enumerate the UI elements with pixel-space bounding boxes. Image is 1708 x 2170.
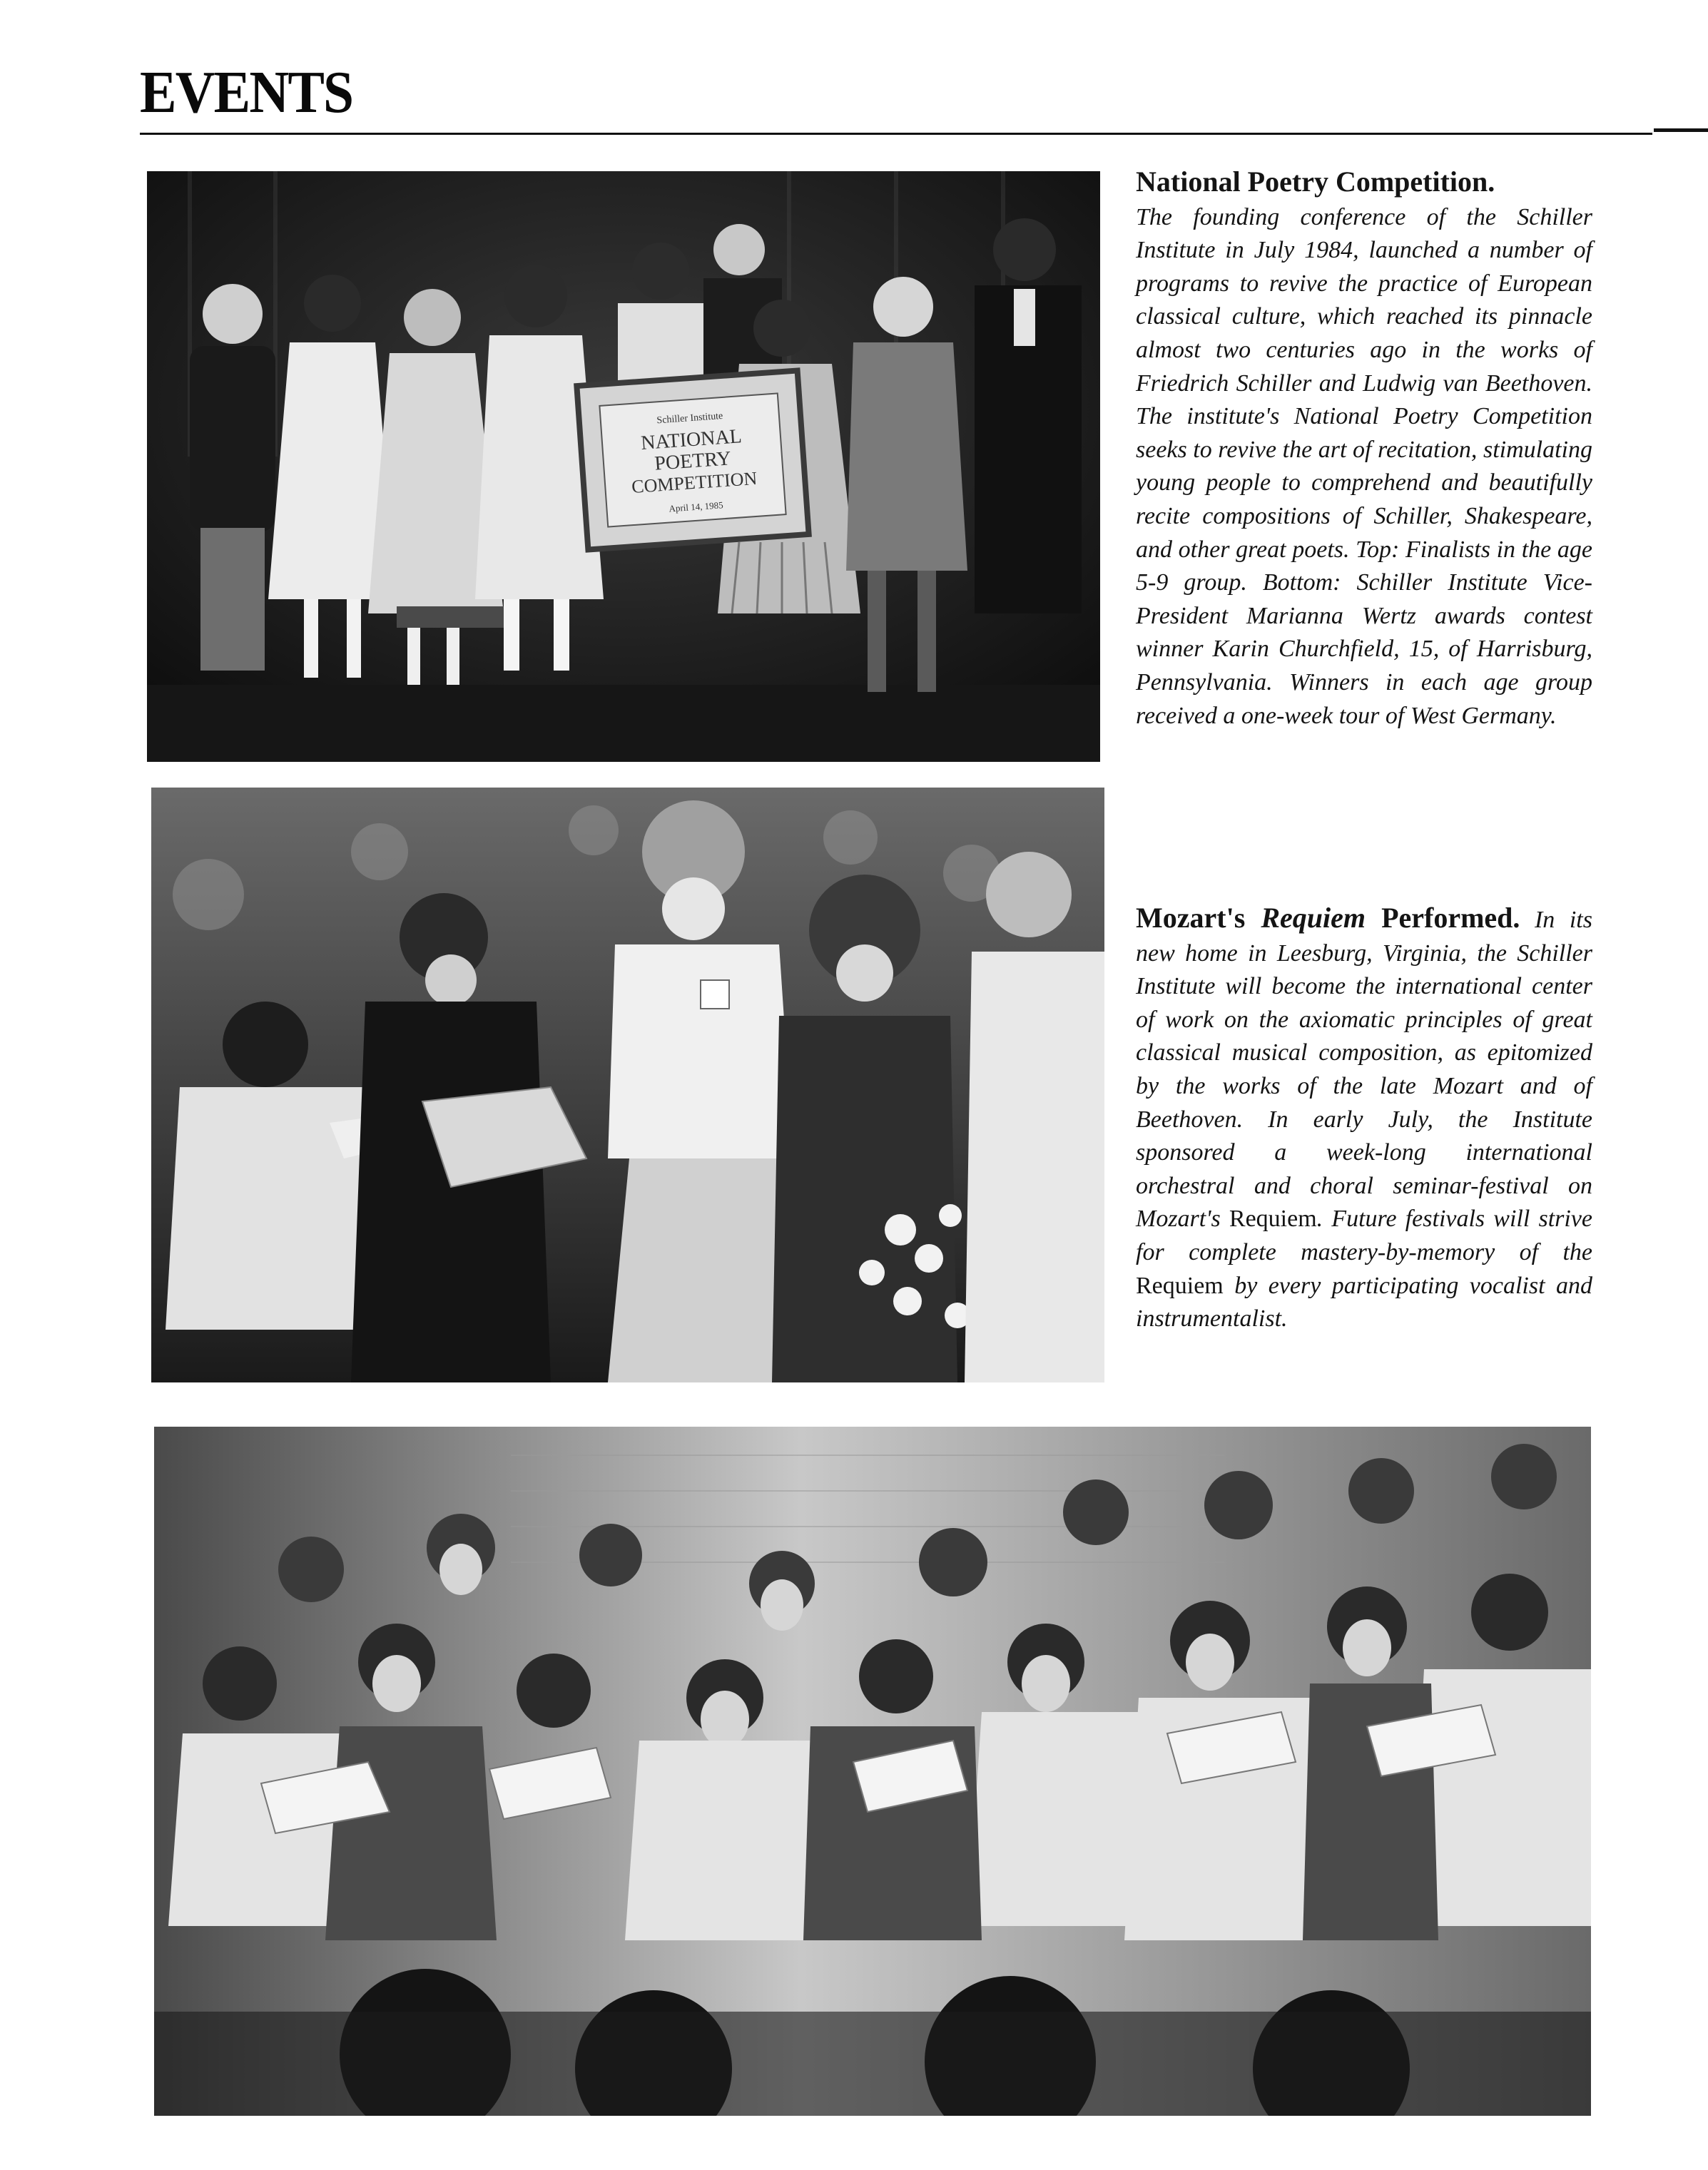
mozart-headline-prefix: Mozart's — [1136, 902, 1261, 934]
photo-award-ceremony-image — [151, 788, 1104, 1382]
mozart-body-2: . Future festivals will strive for complete mastery-by-memory of the — [1136, 1206, 1593, 1265]
mozart-work-title-2: Requiem — [1136, 1272, 1224, 1299]
photo-award-ceremony — [151, 788, 1104, 1382]
mozart-headline-suffix: Performed. — [1366, 902, 1520, 934]
sign-line-3: POETRY — [654, 447, 732, 475]
photo-requiem-choir — [154, 1427, 1591, 2116]
mozart-body-1: In its new home in Leesburg, Virginia, the Schiller Institute will become the international center of work on the axiomatic principles of great classical musical composition, as epitomized by the works of the late Mozart and of Beethoven. In early July, the Institute sponsored a week-long international orchestral and choral seminar-festival on Mozart's — [1136, 907, 1592, 1233]
competition-sign — [576, 370, 808, 549]
mozart-headline-emphasis: Requiem — [1261, 902, 1366, 934]
sign-line-1: Schiller Institute — [656, 410, 723, 427]
article-poetry-competition — [1136, 165, 1592, 733]
photo-poetry-finalists — [147, 171, 1100, 762]
mozart-work-title-1: Requiem — [1229, 1206, 1317, 1233]
section-title: EVENTS — [140, 59, 353, 126]
article-mozart-requiem — [1136, 902, 1592, 1336]
header-rule-end — [1654, 128, 1708, 132]
photo-requiem-choir-image — [154, 1427, 1591, 2116]
poetry-headline: National Poetry Competition. — [1136, 165, 1495, 198]
sign-line-4: COMPETITION — [631, 467, 758, 498]
poetry-body: The founding conference of the Schiller Institute in July 1984, launched a number of programs to revive the practice of European classical culture, which reached its pinnacle almost two centuries ago in the works of Friedrich Schiller and Ludwig van Beethoven. The institute's National Poetry Competition seeks to revive the art of recitation, stimulating young people to comprehend and beautifully recite compositions of Schiller, Shakespeare, and other great poets. Top: Finalists in the age 5-9 group. Bottom: Schiller Institute Vice-President Marianna Wertz awards contest winner Karin Churchfield, 15, of Harrisburg, Pennsylvania. Winners in each age group received a one-week tour of West Germany. — [1136, 203, 1592, 729]
sign-line-5: April 14, 1985 — [669, 499, 724, 514]
photo-poetry-finalists-image — [147, 171, 1100, 762]
header-rule — [140, 133, 1652, 135]
mozart-body-3: by every participating vocalist and instrumentalist. — [1136, 1272, 1592, 1333]
sign-line-2: NATIONAL — [640, 425, 743, 454]
